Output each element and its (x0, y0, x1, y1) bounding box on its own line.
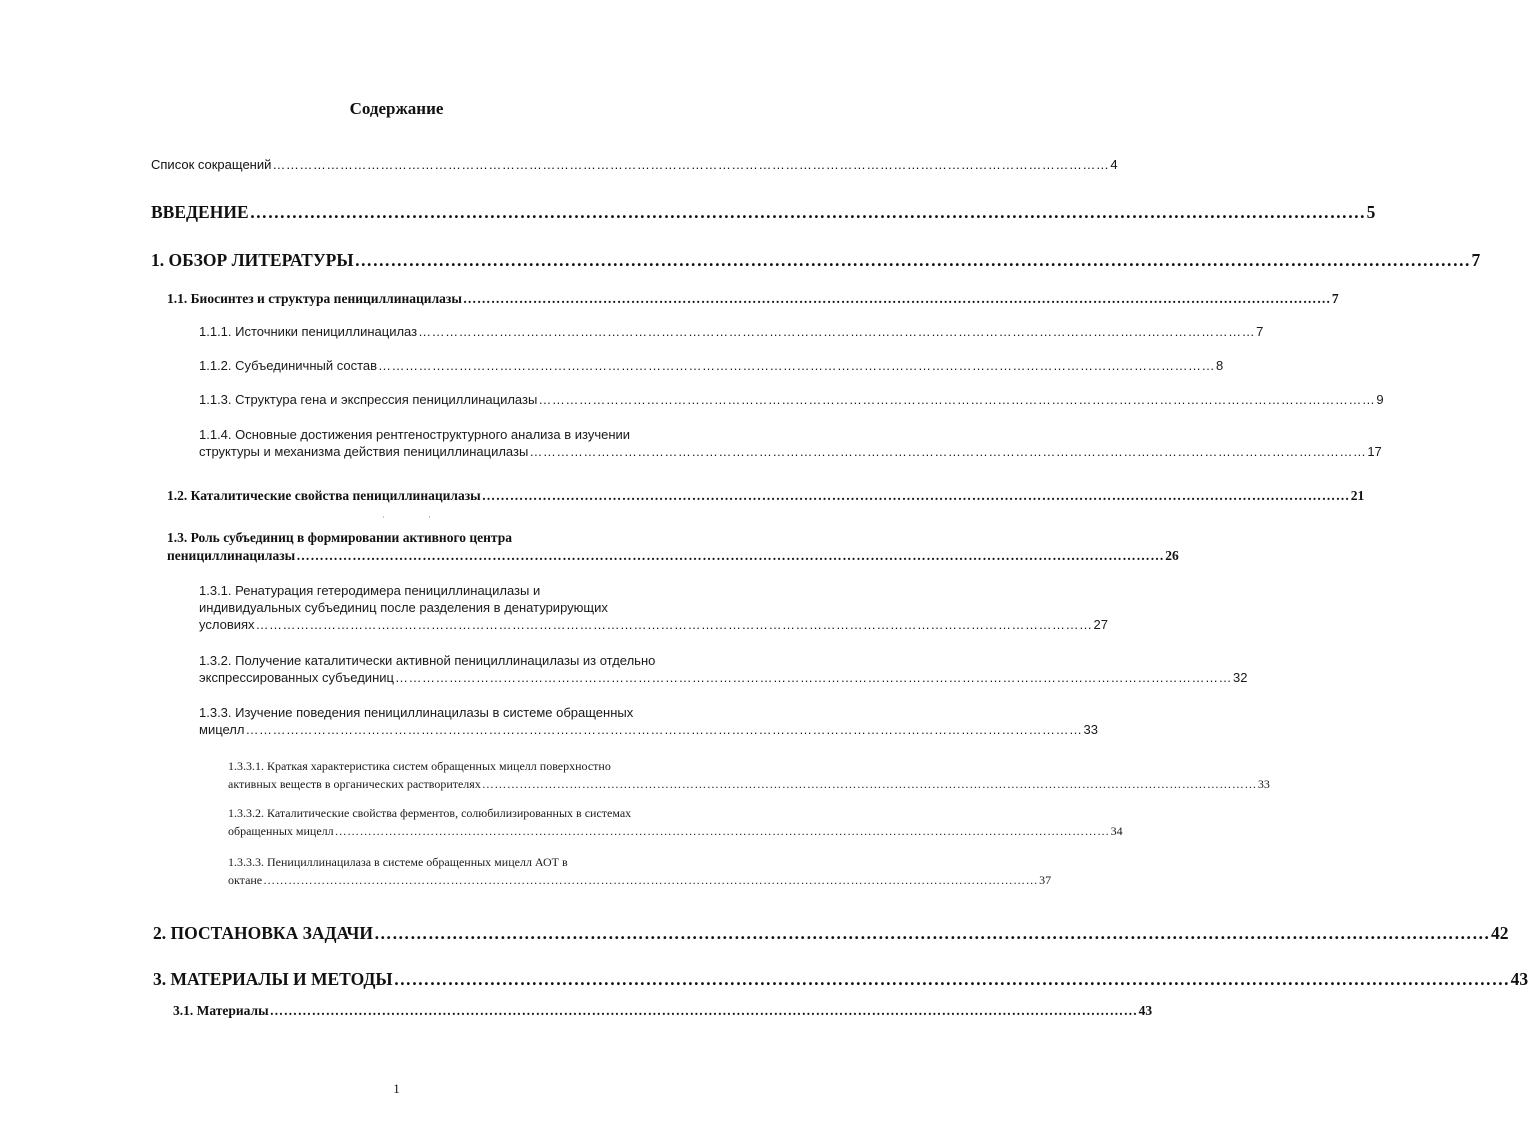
toc-entry-text: условиях (199, 617, 255, 632)
toc-entry-section-1-3-3[interactable] (199, 705, 1098, 737)
toc-leader-dots: …………………………………………………………………………………………………………………………………………………………………… (269, 1003, 1138, 1018)
toc-entry-page: 21 (1350, 488, 1365, 503)
toc-entry-text: экспрессированных субъединиц (199, 670, 394, 685)
page-number: 1 (393, 1081, 400, 1096)
toc-entry-chapter-3[interactable] (153, 969, 1528, 990)
toc-entry-line: 1.3.3.2. Каталитические свойства ферментов, солюбилизированных в системах (228, 806, 632, 820)
toc-leader-dots: …………………………………………………………………………………………………………………………………………………………………… (393, 969, 1510, 989)
toc-entry-section-3-1[interactable] (173, 1003, 1153, 1019)
toc-entry-section-1-3-3-2[interactable] (228, 806, 1123, 839)
toc-leader-dots: …………………………………………………………………………………………………………………………………………………………………… (255, 617, 1093, 632)
toc-entry-section-1-3-1[interactable] (199, 583, 1108, 632)
toc-entry-section-1-1-2[interactable] (199, 358, 1224, 373)
toc-entry-section-1-3-3-1[interactable] (228, 759, 1270, 792)
toc-entry-page: 7 (1471, 250, 1481, 270)
toc-leader-dots: …………………………………………………………………………………………………………………………………………………………………… (462, 291, 1331, 306)
toc-entry-line: индивидуальных субъединиц после разделения в денатурирующих (199, 600, 608, 615)
toc-entry-text: структуры и механизма действия пенициллинацилазы (199, 444, 529, 459)
toc-leader-dots: …………………………………………………………………………………………………………………………………………………………………… (245, 722, 1083, 737)
toc-entry-page: 27 (1093, 617, 1108, 632)
toc-entry-page: 34 (1110, 824, 1123, 838)
scan-speck: · (428, 512, 431, 522)
toc-entry-text: 1. ОБЗОР ЛИТЕРАТУРЫ (151, 250, 354, 270)
toc-entry-introduction[interactable] (151, 202, 1376, 223)
toc-leader-dots: …………………………………………………………………………………………………………………………………………………………………… (378, 358, 1216, 373)
toc-entry-text: 2. ПОСТАНОВКА ЗАДАЧИ (153, 923, 373, 943)
toc-entry-line: 1.3.3.1. Краткая характеристика систем обращенных мицелл поверхностно (228, 759, 611, 773)
toc-entry-chapter-1[interactable] (151, 250, 1481, 271)
toc-entry-line: 1.3.3.3. Пенициллинацилаза в системе обращенных мицелл АОТ в (228, 855, 568, 869)
toc-entry-text: 1.2. Каталитические свойства пенициллинацилазы (167, 488, 481, 503)
toc-entry-text: мицелл (199, 722, 245, 737)
toc-entry-page: 9 (1376, 392, 1384, 407)
toc-entry-page: 37 (1039, 873, 1052, 887)
toc-entry-page: 8 (1216, 358, 1224, 373)
toc-entry-text: октане (228, 873, 263, 887)
toc-leader-dots: …………………………………………………………………………………………………………………………………………………………………… (481, 777, 1257, 791)
toc-entry-page: 33 (1083, 722, 1098, 737)
toc-entry-section-1-1[interactable] (167, 291, 1339, 307)
toc-entry-line: 1.3. Роль субъединиц в формировании активного центра (167, 530, 512, 545)
toc-entry-text: активных веществ в органических растворителях (228, 777, 481, 791)
scan-speck: · (382, 512, 385, 522)
toc-entry-line: 1.3.3. Изучение поведения пенициллинацилазы в системе обращенных (199, 705, 634, 720)
toc-leader-dots: …………………………………………………………………………………………………………………………………………………………………… (296, 548, 1165, 563)
toc-entry-text: 1.1. Биосинтез и структура пенициллинацилазы (167, 291, 462, 306)
toc-entry-page: 32 (1232, 670, 1248, 685)
toc-leader-dots: …………………………………………………………………………………………………………………………………………………………………… (354, 250, 1471, 270)
toc-entry-section-1-1-3[interactable] (199, 392, 1384, 407)
toc-entry-page: 17 (1367, 444, 1382, 459)
toc-entry-section-1-2[interactable] (167, 488, 1365, 504)
toc-entry-text: 3. МАТЕРИАЛЫ И МЕТОДЫ (153, 969, 393, 989)
toc-entry-section-1-3[interactable] (167, 530, 1179, 564)
toc-entry-page: 7 (1331, 291, 1339, 306)
toc-leader-dots: …………………………………………………………………………………………………………………………………………………………………… (481, 488, 1350, 503)
toc-entry-abbreviations[interactable] (151, 157, 1118, 172)
toc-entry-text: 1.1.2. Субъединичный состав (199, 358, 378, 373)
toc-entry-page: 42 (1490, 923, 1509, 943)
toc-entry-text: Список сокращений (151, 157, 272, 172)
toc-entry-text: 1.1.1. Источники пенициллинацилаз (199, 324, 418, 339)
toc-entry-page: 33 (1257, 777, 1270, 791)
toc-leader-dots: …………………………………………………………………………………………………………………………………………………………………… (263, 873, 1039, 887)
toc-entry-page: 4 (1110, 157, 1118, 172)
toc-leader-dots: …………………………………………………………………………………………………………………………………………………………………… (373, 923, 1490, 943)
toc-entry-section-1-1-4[interactable] (199, 427, 1382, 459)
toc-entry-page: 43 (1138, 1003, 1153, 1018)
toc-entry-chapter-2[interactable] (153, 923, 1509, 944)
toc-leader-dots: …………………………………………………………………………………………………………………………………………………………………… (394, 670, 1232, 685)
toc-leader-dots: …………………………………………………………………………………………………………………………………………………………………… (249, 202, 1366, 222)
toc-leader-dots: …………………………………………………………………………………………………………………………………………………………………… (538, 392, 1376, 407)
toc-entry-text: обращенных мицелл (228, 824, 334, 838)
toc-leader-dots: …………………………………………………………………………………………………………………………………………………………………… (272, 157, 1110, 172)
toc-entry-text: ВВЕДЕНИЕ (151, 202, 249, 222)
toc-entry-page: 26 (1165, 548, 1179, 563)
page-title: Содержание (349, 99, 444, 118)
toc-entry-text: 1.1.3. Структура гена и экспрессия пенициллинацилазы (199, 392, 538, 407)
toc-entry-page: 43 (1510, 969, 1528, 989)
toc-leader-dots: …………………………………………………………………………………………………………………………………………………………………… (334, 824, 1110, 838)
toc-entry-line: 1.3.2. Получение каталитически активной пенициллинацилазы из отдельно (199, 653, 656, 668)
toc-entry-text: 3.1. Материалы (173, 1003, 269, 1018)
toc-entry-line: 1.3.1. Ренатурация гетеродимера пенициллинацилазы и (199, 583, 541, 598)
toc-leader-dots: …………………………………………………………………………………………………………………………………………………………………… (529, 444, 1367, 459)
toc-entry-text: пенициллинацилазы (167, 548, 296, 563)
toc-entry-section-1-1-1[interactable] (199, 324, 1264, 339)
toc-leader-dots: …………………………………………………………………………………………………………………………………………………………………… (418, 324, 1256, 339)
toc-entry-line: 1.1.4. Основные достижения рентгеноструктурного анализа в изучении (199, 427, 631, 442)
toc-entry-page: 7 (1256, 324, 1264, 339)
toc-entry-section-1-3-3-3[interactable] (228, 855, 1052, 888)
toc-entry-section-1-3-2[interactable] (199, 653, 1248, 685)
toc-entry-page: 5 (1366, 202, 1376, 222)
